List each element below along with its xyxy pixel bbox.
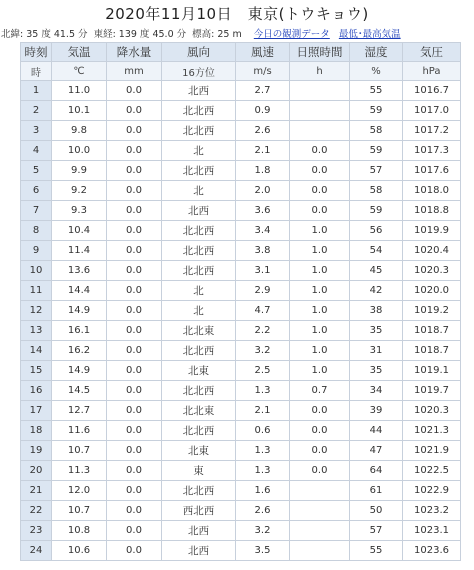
table-row: [21, 161, 461, 181]
table-row: [21, 81, 461, 101]
cell-wind-direction: 北北東: [162, 321, 236, 341]
cell-sunshine: 0.0: [290, 201, 350, 221]
column-unit-hour: 時: [21, 62, 52, 81]
cell-precipitation: 0.0: [107, 261, 162, 281]
cell-pressure: 1018.7: [403, 341, 461, 361]
table-body: [21, 81, 461, 561]
cell-temperature: 11.6: [52, 421, 107, 441]
cell-humidity: 58: [350, 121, 403, 141]
cell-hour: 3: [21, 121, 52, 141]
cell-precipitation: 0.0: [107, 181, 162, 201]
cell-precipitation: 0.0: [107, 341, 162, 361]
cell-temperature: 9.9: [52, 161, 107, 181]
cell-hour: 2: [21, 101, 52, 121]
table-row: [21, 241, 461, 261]
cell-wind-speed: 2.6: [236, 121, 290, 141]
cell-pressure: 1019.7: [403, 381, 461, 401]
longitude-text: 東経: 139 度 45.0 分: [93, 29, 187, 40]
cell-pressure: 1018.0: [403, 181, 461, 201]
cell-humidity: 61: [350, 481, 403, 501]
cell-pressure: 1022.5: [403, 461, 461, 481]
cell-sunshine: 0.0: [290, 181, 350, 201]
cell-wind-direction: 北西: [162, 541, 236, 561]
cell-wind-direction: 北北西: [162, 381, 236, 401]
cell-sunshine: 1.0: [290, 321, 350, 341]
cell-wind-speed: 0.9: [236, 101, 290, 121]
cell-pressure: 1019.1: [403, 361, 461, 381]
cell-temperature: 14.5: [52, 381, 107, 401]
cell-hour: 20: [21, 461, 52, 481]
cell-sunshine: 1.0: [290, 221, 350, 241]
cell-precipitation: 0.0: [107, 541, 162, 561]
cell-wind-speed: 2.5: [236, 361, 290, 381]
table-row: [21, 341, 461, 361]
cell-pressure: 1016.7: [403, 81, 461, 101]
cell-sunshine: 1.0: [290, 361, 350, 381]
cell-humidity: 44: [350, 421, 403, 441]
cell-sunshine: 1.0: [290, 261, 350, 281]
table-row: [21, 261, 461, 281]
cell-temperature: 16.1: [52, 321, 107, 341]
cell-precipitation: 0.0: [107, 481, 162, 501]
cell-precipitation: 0.0: [107, 401, 162, 421]
cell-wind-direction: 北北西: [162, 101, 236, 121]
cell-pressure: 1019.2: [403, 301, 461, 321]
column-header-sunshine: 日照時間: [290, 43, 350, 62]
cell-wind-direction: 北北西: [162, 161, 236, 181]
cell-temperature: 10.7: [52, 501, 107, 521]
column-header-wind-speed: 風速: [236, 43, 290, 62]
cell-wind-speed: 3.6: [236, 201, 290, 221]
cell-humidity: 50: [350, 501, 403, 521]
cell-humidity: 38: [350, 301, 403, 321]
cell-humidity: 55: [350, 81, 403, 101]
cell-pressure: 1023.6: [403, 541, 461, 561]
cell-pressure: 1021.9: [403, 441, 461, 461]
cell-humidity: 64: [350, 461, 403, 481]
table-row: [21, 401, 461, 421]
cell-sunshine: [290, 521, 350, 541]
cell-humidity: 35: [350, 321, 403, 341]
column-header-humidity: 湿度: [350, 43, 403, 62]
cell-humidity: 55: [350, 541, 403, 561]
cell-wind-direction: 北北東: [162, 401, 236, 421]
cell-precipitation: 0.0: [107, 441, 162, 461]
cell-pressure: 1021.3: [403, 421, 461, 441]
cell-wind-speed: 2.1: [236, 141, 290, 161]
latitude-text: 北緯: 35 度 41.5 分: [1, 29, 88, 40]
cell-humidity: 35: [350, 361, 403, 381]
cell-hour: 5: [21, 161, 52, 181]
column-unit-pressure: hPa: [403, 62, 461, 81]
cell-wind-direction: 北北西: [162, 241, 236, 261]
cell-humidity: 31: [350, 341, 403, 361]
table-row: [21, 441, 461, 461]
cell-temperature: 12.7: [52, 401, 107, 421]
cell-wind-speed: 1.8: [236, 161, 290, 181]
table-row: [21, 421, 461, 441]
cell-humidity: 39: [350, 401, 403, 421]
hourly-observation-table: [20, 42, 461, 561]
cell-humidity: 59: [350, 101, 403, 121]
cell-wind-direction: 北: [162, 181, 236, 201]
cell-precipitation: 0.0: [107, 221, 162, 241]
cell-pressure: 1020.3: [403, 261, 461, 281]
table-row: [21, 101, 461, 121]
cell-humidity: 58: [350, 181, 403, 201]
cell-sunshine: 1.0: [290, 241, 350, 261]
column-header-hour: 時刻: [21, 43, 52, 62]
table-row: [21, 221, 461, 241]
cell-sunshine: [290, 481, 350, 501]
cell-pressure: 1017.3: [403, 141, 461, 161]
page-title: 2020年11月10日 東京(トウキョウ): [105, 5, 369, 23]
cell-precipitation: 0.0: [107, 501, 162, 521]
cell-wind-speed: 2.2: [236, 321, 290, 341]
header-row-names: [21, 43, 461, 62]
cell-pressure: 1017.2: [403, 121, 461, 141]
cell-temperature: 11.0: [52, 81, 107, 101]
cell-wind-direction: 北北西: [162, 421, 236, 441]
cell-wind-speed: 4.7: [236, 301, 290, 321]
cell-temperature: 9.2: [52, 181, 107, 201]
cell-sunshine: 1.0: [290, 281, 350, 301]
cell-sunshine: 0.0: [290, 161, 350, 181]
cell-temperature: 10.6: [52, 541, 107, 561]
cell-hour: 12: [21, 301, 52, 321]
table-row: [21, 501, 461, 521]
cell-wind-speed: 3.5: [236, 541, 290, 561]
column-unit-temperature: ℃: [52, 62, 107, 81]
cell-wind-direction: 北西: [162, 521, 236, 541]
cell-wind-direction: 北北西: [162, 341, 236, 361]
cell-precipitation: 0.0: [107, 461, 162, 481]
cell-wind-direction: 東: [162, 461, 236, 481]
cell-temperature: 10.8: [52, 521, 107, 541]
cell-sunshine: 0.0: [290, 401, 350, 421]
cell-humidity: 56: [350, 221, 403, 241]
cell-wind-speed: 3.1: [236, 261, 290, 281]
cell-sunshine: 1.0: [290, 301, 350, 321]
cell-temperature: 16.2: [52, 341, 107, 361]
cell-temperature: 14.9: [52, 361, 107, 381]
cell-humidity: 59: [350, 201, 403, 221]
cell-hour: 15: [21, 361, 52, 381]
column-unit-sunshine: h: [290, 62, 350, 81]
cell-humidity: 54: [350, 241, 403, 261]
cell-wind-speed: 3.2: [236, 341, 290, 361]
cell-wind-speed: 2.9: [236, 281, 290, 301]
cell-sunshine: [290, 121, 350, 141]
cell-wind-direction: 北北西: [162, 121, 236, 141]
table-row: [21, 281, 461, 301]
cell-hour: 6: [21, 181, 52, 201]
cell-precipitation: 0.0: [107, 241, 162, 261]
table-row: [21, 141, 461, 161]
cell-temperature: 10.4: [52, 221, 107, 241]
column-header-temperature: 気温: [52, 43, 107, 62]
column-header-precipitation: 降水量: [107, 43, 162, 62]
cell-temperature: 10.1: [52, 101, 107, 121]
table-row: [21, 181, 461, 201]
cell-hour: 16: [21, 381, 52, 401]
cell-wind-speed: 1.3: [236, 381, 290, 401]
cell-wind-direction: 北西: [162, 81, 236, 101]
cell-sunshine: 0.7: [290, 381, 350, 401]
cell-hour: 21: [21, 481, 52, 501]
table-row: [21, 381, 461, 401]
cell-hour: 23: [21, 521, 52, 541]
cell-precipitation: 0.0: [107, 121, 162, 141]
cell-temperature: 10.7: [52, 441, 107, 461]
cell-wind-direction: 北北西: [162, 481, 236, 501]
table-row: [21, 301, 461, 321]
cell-hour: 18: [21, 421, 52, 441]
table-row: [21, 361, 461, 381]
cell-wind-speed: 2.1: [236, 401, 290, 421]
table-row: [21, 481, 461, 501]
cell-wind-direction: 北西: [162, 201, 236, 221]
cell-temperature: 11.4: [52, 241, 107, 261]
cell-humidity: 45: [350, 261, 403, 281]
cell-sunshine: [290, 501, 350, 521]
min-max-temperature-link[interactable]: 最低･最高気温: [338, 29, 401, 40]
cell-wind-speed: 2.7: [236, 81, 290, 101]
cell-pressure: 1020.0: [403, 281, 461, 301]
cell-wind-speed: 1.3: [236, 441, 290, 461]
cell-pressure: 1019.9: [403, 221, 461, 241]
column-unit-wind-speed: m/s: [236, 62, 290, 81]
cell-hour: 4: [21, 141, 52, 161]
cell-sunshine: 0.0: [290, 141, 350, 161]
cell-pressure: 1018.8: [403, 201, 461, 221]
cell-pressure: 1023.2: [403, 501, 461, 521]
cell-precipitation: 0.0: [107, 201, 162, 221]
location-info-bar: [1, 26, 474, 40]
cell-humidity: 57: [350, 161, 403, 181]
cell-humidity: 59: [350, 141, 403, 161]
table-row: [21, 541, 461, 561]
cell-pressure: 1020.3: [403, 401, 461, 421]
cell-wind-direction: 北: [162, 141, 236, 161]
cell-wind-direction: 西北西: [162, 501, 236, 521]
cell-precipitation: 0.0: [107, 141, 162, 161]
cell-wind-speed: 3.4: [236, 221, 290, 241]
cell-precipitation: 0.0: [107, 161, 162, 181]
cell-humidity: 47: [350, 441, 403, 461]
cell-temperature: 11.3: [52, 461, 107, 481]
cell-pressure: 1018.7: [403, 321, 461, 341]
cell-wind-direction: 北: [162, 281, 236, 301]
cell-wind-direction: 北北西: [162, 261, 236, 281]
cell-precipitation: 0.0: [107, 101, 162, 121]
cell-precipitation: 0.0: [107, 381, 162, 401]
cell-pressure: 1017.0: [403, 101, 461, 121]
cell-pressure: 1020.4: [403, 241, 461, 261]
cell-hour: 13: [21, 321, 52, 341]
cell-precipitation: 0.0: [107, 81, 162, 101]
cell-wind-speed: 0.6: [236, 421, 290, 441]
altitude-text: 標高: 25 m: [192, 29, 242, 40]
cell-hour: 8: [21, 221, 52, 241]
cell-pressure: 1023.1: [403, 521, 461, 541]
cell-temperature: 10.0: [52, 141, 107, 161]
column-unit-humidity: %: [350, 62, 403, 81]
cell-precipitation: 0.0: [107, 521, 162, 541]
column-unit-precipitation: mm: [107, 62, 162, 81]
column-header-wind-direction: 風向: [162, 43, 236, 62]
cell-wind-speed: 3.2: [236, 521, 290, 541]
table-row: [21, 321, 461, 341]
cell-sunshine: [290, 541, 350, 561]
cell-hour: 11: [21, 281, 52, 301]
cell-precipitation: 0.0: [107, 321, 162, 341]
cell-wind-direction: 北東: [162, 361, 236, 381]
cell-temperature: 14.9: [52, 301, 107, 321]
cell-hour: 22: [21, 501, 52, 521]
cell-hour: 1: [21, 81, 52, 101]
cell-temperature: 14.4: [52, 281, 107, 301]
cell-pressure: 1022.9: [403, 481, 461, 501]
cell-humidity: 57: [350, 521, 403, 541]
cell-humidity: 42: [350, 281, 403, 301]
cell-precipitation: 0.0: [107, 281, 162, 301]
table-row: [21, 201, 461, 221]
table-row: [21, 521, 461, 541]
header-row-units: [21, 62, 461, 81]
cell-humidity: 34: [350, 381, 403, 401]
cell-temperature: 9.3: [52, 201, 107, 221]
cell-sunshine: 1.0: [290, 341, 350, 361]
cell-temperature: 9.8: [52, 121, 107, 141]
cell-sunshine: [290, 101, 350, 121]
cell-temperature: 13.6: [52, 261, 107, 281]
table-row: [21, 121, 461, 141]
cell-wind-speed: 2.6: [236, 501, 290, 521]
cell-hour: 17: [21, 401, 52, 421]
cell-wind-direction: 北: [162, 301, 236, 321]
cell-hour: 9: [21, 241, 52, 261]
cell-wind-speed: 1.3: [236, 461, 290, 481]
today-observation-link[interactable]: 今日の観測データ: [253, 29, 330, 40]
cell-precipitation: 0.0: [107, 361, 162, 381]
table-row: [21, 461, 461, 481]
cell-pressure: 1017.6: [403, 161, 461, 181]
cell-sunshine: 0.0: [290, 421, 350, 441]
cell-wind-speed: 3.8: [236, 241, 290, 261]
column-unit-wind-direction: 16方位: [162, 62, 236, 81]
cell-precipitation: 0.0: [107, 421, 162, 441]
cell-sunshine: [290, 81, 350, 101]
cell-hour: 10: [21, 261, 52, 281]
cell-precipitation: 0.0: [107, 301, 162, 321]
column-header-pressure: 気圧: [403, 43, 461, 62]
cell-sunshine: 0.0: [290, 441, 350, 461]
cell-wind-direction: 北北西: [162, 221, 236, 241]
cell-temperature: 12.0: [52, 481, 107, 501]
cell-sunshine: 0.0: [290, 461, 350, 481]
cell-hour: 24: [21, 541, 52, 561]
cell-hour: 7: [21, 201, 52, 221]
cell-hour: 14: [21, 341, 52, 361]
cell-wind-direction: 北東: [162, 441, 236, 461]
cell-wind-speed: 1.6: [236, 481, 290, 501]
cell-hour: 19: [21, 441, 52, 461]
cell-wind-speed: 2.0: [236, 181, 290, 201]
